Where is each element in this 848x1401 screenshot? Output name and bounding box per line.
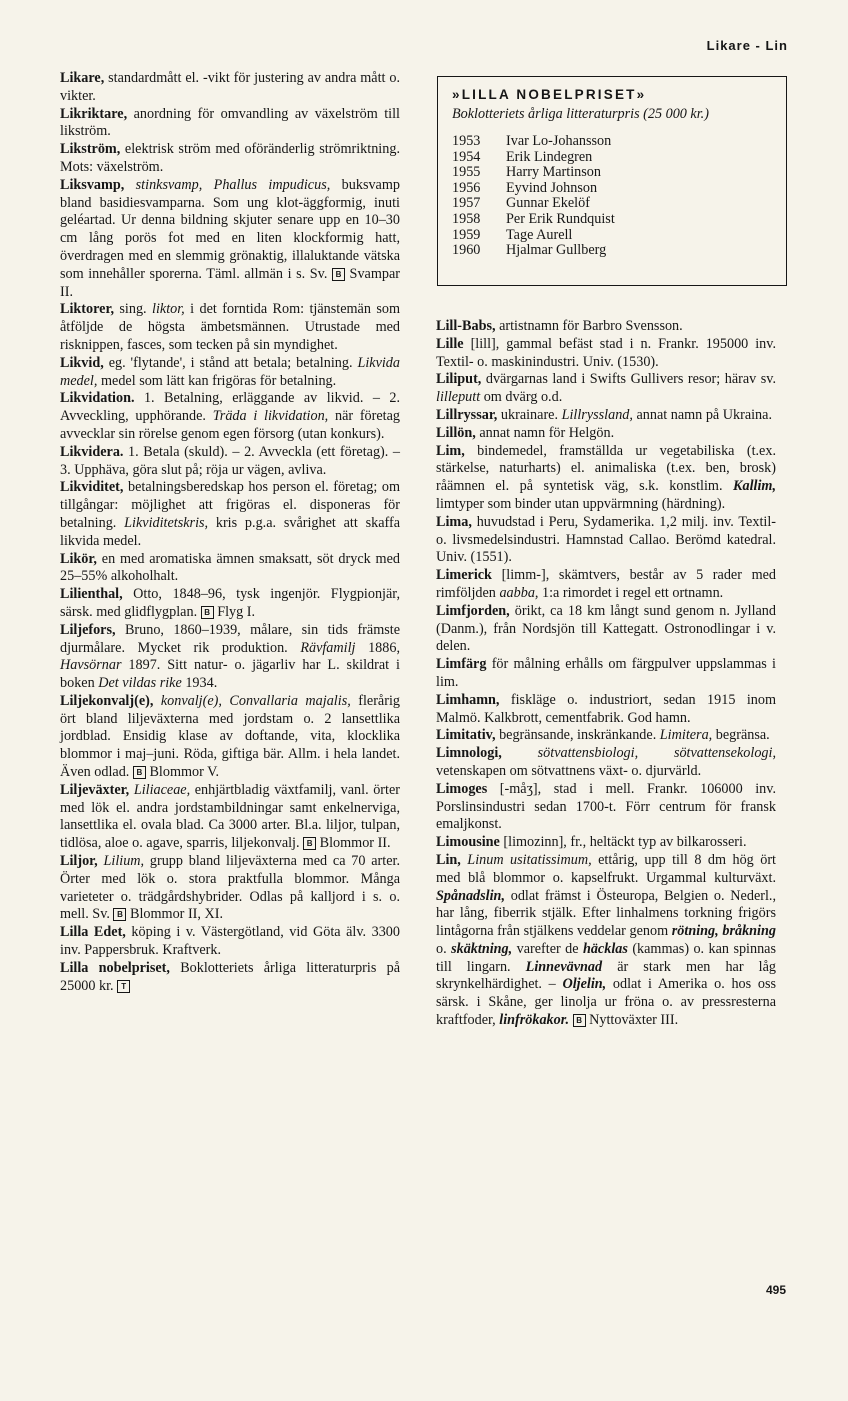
nobel-prize-box	[437, 76, 787, 286]
entry-text: annat namn på Ukraina.	[632, 406, 772, 423]
entry-headword: Liljor,	[60, 853, 98, 870]
winner-row	[452, 134, 772, 150]
entry-text: eg. 'flytande', i stånd att betala; betalning.	[103, 354, 358, 371]
entry-headword: Liljefors,	[60, 621, 116, 638]
dictionary-entry	[60, 70, 400, 106]
entry-text: varefter de	[512, 940, 583, 957]
entry-text: flerårig ört bland liljeväxterna med jordstam o. 2 lansettlika jordblad. Ensidig klase av doftande, vita, klocklika blommor i maj–juni. Röda, giftiga bär. Allm. i hela landet. Även odlad.	[60, 692, 400, 781]
winner-year: 1955	[452, 164, 481, 181]
entry-text: Likviditetskris,	[124, 514, 209, 531]
entry-text: sing.	[114, 301, 153, 318]
entry-text: när företag avvecklar sin rörelse genom egen försorg (utan konkurs).	[60, 408, 400, 442]
entry-text: vetenskapen om sötvattnens växt- o. djurvärld.	[436, 762, 702, 779]
entry-headword: Likström,	[60, 141, 121, 158]
entry-text: annat namn för Helgön.	[475, 424, 615, 441]
entry-headword: Limnologi,	[436, 745, 502, 762]
dictionary-entry	[60, 355, 400, 391]
entry-text: [lill], gammal befäst stad i n. Frankr. 195000 inv. Textil- o. maskinindustri. Univ. (1530).	[436, 335, 776, 370]
entry-text: Linum usitatissimum,	[460, 851, 592, 868]
entry-text: [limozinn], fr., heltäckt typ av bilkarosseri.	[499, 834, 747, 851]
entry-headword: Limhamn,	[436, 691, 500, 708]
entry-headword: Likör,	[60, 550, 97, 567]
dictionary-entry	[60, 479, 400, 550]
entry-headword: Limousine	[436, 834, 500, 851]
page-header-range: Likare - Lin	[706, 38, 788, 53]
entry-headword: Limitativ,	[436, 727, 496, 744]
dictionary-entry	[60, 853, 400, 924]
winner-name: Per Erik Rundquist	[506, 210, 615, 227]
dictionary-entry	[436, 852, 776, 1030]
reference-symbol: B	[133, 766, 146, 779]
dictionary-entry	[436, 727, 776, 745]
entry-text: lilleputt	[436, 389, 481, 406]
dictionary-entry	[436, 443, 776, 514]
reference-symbol: B	[573, 1014, 586, 1027]
entry-text: o.	[436, 940, 452, 957]
entry-text: 1934.	[181, 675, 218, 692]
entry-text: kris p.g.a. svårighet att skaffa likvida medel.	[60, 514, 401, 549]
entry-text: (kammas) o. kan spinnas till lingarn.	[436, 940, 777, 975]
reference-symbol: B	[303, 837, 316, 850]
entry-text: fiskläge o. industriort, sedan 1915 inom Malmö. Kalkbrott, cementfabrik. God hamn.	[436, 691, 776, 726]
winner-row	[452, 243, 772, 259]
entry-text: 1:a rimordet i regel ett ortnamn.	[538, 584, 724, 601]
entry-text: Linnevävnad	[525, 958, 603, 975]
entry-text: Lilium,	[97, 853, 145, 870]
entry-text: Limitera,	[659, 727, 713, 744]
winner-name: Tage Aurell	[506, 226, 573, 243]
entry-text: odlat främst i Östeuropa, Belgien o. Nederl., har lång, fiberrik stjälk. Efter linhalmens torkning frigörs lintågorna från stjälkens veddelar genom	[436, 887, 776, 940]
dictionary-entry	[60, 924, 400, 960]
reference-symbol: T	[117, 980, 130, 993]
winner-row	[452, 150, 772, 166]
entry-headword: Lill-Babs,	[436, 318, 496, 334]
entry-text: Oljelin,	[562, 976, 607, 993]
entry-text: Blommor II, XI.	[126, 906, 224, 923]
dictionary-entry	[60, 551, 400, 587]
entry-headword: Lim,	[436, 442, 465, 459]
entry-text: skäktning,	[451, 940, 513, 957]
entry-text: begränsa.	[712, 727, 770, 744]
entry-text: Träda i likvidation,	[212, 408, 329, 425]
entry-text: 1886,	[355, 639, 401, 656]
winner-row	[452, 228, 772, 244]
dictionary-entry	[436, 371, 776, 407]
entry-text: anordning för omvandling av växelström till likström.	[60, 105, 400, 140]
entry-text: Lillryssland,	[561, 406, 633, 423]
left-column	[60, 70, 400, 995]
entry-text: Det vildas rike	[98, 675, 182, 692]
entry-text: Bruno, 1860–1939, målare, sin tids främste djurmålare. Mycket rik produktion.	[60, 621, 400, 656]
dictionary-entry	[60, 586, 400, 622]
entry-headword: Likare,	[60, 70, 105, 86]
winner-name: Gunnar Ekelöf	[506, 195, 590, 212]
entry-text: limtyper som binder utan uppvärmning (härdning).	[436, 495, 726, 512]
entry-headword: Lin,	[436, 851, 461, 868]
winner-year: 1953	[452, 133, 481, 149]
entry-text: örikt, ca 18 km långt sund genom n. Jylland (Danm.), från Nordsjön till Kattegatt. Ostronodlingar i v. delen.	[436, 602, 776, 655]
entry-text: ukrainare.	[497, 406, 562, 423]
reference-symbol: B	[201, 606, 214, 619]
entry-headword: Lillön,	[436, 424, 476, 441]
entry-text: Havsörnar	[60, 657, 122, 674]
dictionary-entry	[436, 567, 776, 603]
entry-text: Blommor II.	[316, 835, 391, 852]
entry-text: Rävfamilj	[300, 639, 356, 656]
entry-headword: Limfärg	[436, 656, 487, 673]
winner-row	[452, 181, 772, 197]
entry-headword: Lima,	[436, 513, 472, 530]
entry-text: bindemedel, framställda ur vegetabiliska (t.ex. stärkelse, naturharts) el. animaliska (t.ex. ben, brosk) råämnen el. på syntetisk väg, s.k. konstlim.	[436, 442, 776, 495]
dictionary-entry	[60, 622, 400, 693]
entry-text: rötning, bråkning	[671, 923, 776, 940]
entry-text: enhjärtbladig växtfamilj, vanl. örter med lök el. andra jordstambildningar samt enkelnerviga, lansettlika el. ovala blad. Ca 3000 arter. Bl.a. liljor, tulpan, tidlösa, aloe o. agave, sparris, liljekonvalj.	[60, 781, 400, 852]
dictionary-entry	[60, 782, 400, 853]
winner-name: Hjalmar Gullberg	[506, 242, 607, 259]
winner-row	[452, 212, 772, 228]
entry-text: Kallim,	[733, 478, 776, 495]
winner-name: Harry Martinson	[506, 164, 601, 181]
entry-text: odlat i Amerika o. hos oss särsk. i Skåne, ger linolja ur fröna o. av pressresterna kraftfoder,	[436, 976, 777, 1029]
winner-name: Eyvind Johnson	[506, 179, 598, 196]
entry-text: Nyttoväxter III.	[585, 1012, 679, 1029]
entry-headword: Lillryssar,	[436, 406, 498, 423]
entry-headword: Limoges	[436, 780, 488, 797]
dictionary-entry	[436, 745, 776, 781]
entry-text: huvudstad i Peru, Sydamerika. 1,2 milj. inv. Textil- o. livsmedelsindustri. Hamnstad Callao. Berömd katedral. Univ. (1551).	[436, 513, 776, 566]
entry-text: sötvattensbiologi, sötvattensekologi,	[501, 745, 776, 762]
entry-text: för målning erhålls om färgpulver uppslammas i lim.	[436, 656, 776, 690]
entry-headword: Likriktare,	[60, 105, 128, 122]
entry-text: linfrökakor.	[499, 1012, 570, 1029]
dictionary-entry	[60, 960, 400, 996]
entry-text: medel som lätt kan frigöras för betalning.	[97, 372, 337, 389]
entry-headword: Likvidation.	[60, 390, 135, 407]
dictionary-entry	[60, 390, 400, 443]
entry-text: Otto, 1848–96, tysk ingenjör. Flygpionjär, särsk. med glidflygplan.	[60, 586, 400, 620]
entry-text: stinksvamp, Phallus impudicus,	[124, 176, 331, 193]
dictionary-entry	[436, 781, 776, 834]
winner-name: Erik Lindegren	[506, 148, 593, 165]
entry-headword: Likvidera.	[60, 443, 124, 460]
winner-year: 1959	[452, 226, 481, 243]
winner-year: 1954	[452, 148, 481, 165]
entry-text: [limm-], skämtvers, består av 5 rader med rimföljden	[436, 567, 776, 601]
entry-headword: Lilla Edet,	[60, 924, 126, 941]
entry-text: är stark men har låg skrynkelhärdighet. –	[436, 958, 776, 993]
dictionary-entry	[436, 692, 776, 728]
entry-text: [-måʒ], stad i mell. Frankr. 106000 inv. Porslinsindustri sedan 1700-t. Förr centrum för fransk emaljkonst.	[436, 780, 776, 833]
entry-headword: Lilla nobelpriset,	[60, 959, 170, 976]
dictionary-entry	[436, 603, 776, 656]
dictionary-entry	[436, 407, 776, 425]
entry-headword: Likviditet,	[60, 479, 124, 496]
reference-symbol: B	[113, 908, 126, 921]
entry-text: Blommor V.	[145, 764, 220, 781]
box-title: »LILLA NOBELPRISET»	[452, 87, 647, 102]
dictionary-entry	[436, 834, 776, 852]
dictionary-entry	[60, 141, 400, 177]
entry-text: elektrisk ström med oföränderlig strömriktning. Mots: växelström.	[60, 141, 400, 175]
entry-headword: Likvid,	[60, 354, 104, 371]
box-subtitle: Boklotteriets årliga litteraturpris (25 000 kr.)	[452, 106, 709, 122]
winner-name: Ivar Lo-Johansson	[506, 133, 612, 149]
entry-headword: Liljekonvalj(e),	[60, 692, 154, 709]
entry-text: Svampar II.	[60, 265, 400, 300]
entry-text: 1897. Sitt natur- o. jägarliv har L. skildrat i boken	[60, 657, 400, 692]
entry-headword: Limfjorden,	[436, 602, 510, 619]
entry-text: artistnamn för Barbro Svensson.	[495, 318, 683, 334]
entry-text: standardmått el. -vikt för justering av andra mått o. vikter.	[60, 70, 400, 104]
entry-text: liktor,	[152, 301, 185, 318]
entry-text: 1. Betala (skuld). – 2. Avveckla (ett företag). – 3. Upphäva, göra slut på; röja ur vägen, avliva.	[60, 443, 400, 478]
dictionary-entry	[436, 318, 776, 336]
right-column	[436, 318, 776, 1030]
entry-text: Flyg I.	[213, 603, 256, 620]
winner-row	[452, 196, 772, 212]
winners-list	[452, 134, 772, 259]
winner-year: 1960	[452, 242, 481, 259]
entry-text: konvalj(e), Convallaria majalis,	[153, 692, 351, 709]
dictionary-entry	[60, 177, 400, 302]
winner-year: 1958	[452, 210, 481, 227]
dictionary-entry	[436, 425, 776, 443]
entry-text: aabba,	[499, 584, 539, 601]
entry-headword: Liliput,	[436, 371, 482, 388]
entry-headword: Liksvamp,	[60, 176, 125, 193]
dictionary-entry	[436, 656, 776, 692]
dictionary-entry	[60, 444, 400, 480]
entry-headword: Limerick	[436, 567, 492, 584]
entry-text: ettårig, upp till 8 dm hög ört med blå blommor o. kapselfrukt. Urgammal kulturväxt.	[436, 851, 776, 886]
winner-year: 1956	[452, 179, 481, 196]
dictionary-entry	[436, 336, 776, 372]
entry-text: Liliaceae,	[129, 781, 191, 798]
entry-text: betalningsberedskap hos person el. företag; om tillgångar: möjlighet att frigöras el. disponeras för betalning.	[60, 479, 400, 531]
entry-text: om dvärg o.d.	[480, 389, 563, 406]
entry-headword: Lilienthal,	[60, 586, 123, 603]
page-number: 495	[765, 1283, 786, 1297]
winner-year: 1957	[452, 195, 481, 212]
dictionary-entry	[60, 693, 400, 782]
entry-text: 1. Betalning, erläggande av likvid. – 2. Avveckling, upphörande.	[60, 390, 400, 425]
reference-symbol: B	[332, 268, 345, 281]
dictionary-entry	[60, 106, 400, 142]
entry-text: en med aromatiska ämnen smaksatt, söt dryck med 25–55% alkoholhalt.	[60, 550, 400, 585]
entry-text: begränsande, inskränkande.	[495, 727, 660, 744]
entry-text: i det forntida Rom: tjänstemän som åtföljde de högsta ämbetsmännen. Utrustade med risknippen, fasces, som tecken på sin myndighet.	[60, 301, 400, 353]
entry-text: Likvida medel,	[60, 354, 400, 389]
entry-text: dvärgarnas land i Swifts Gullivers resor; härav sv.	[481, 371, 776, 388]
dictionary-entry	[436, 514, 776, 567]
entry-headword: Liktorer,	[60, 301, 114, 318]
entry-headword: Liljeväxter,	[60, 781, 130, 798]
dictionary-entry	[60, 301, 400, 354]
entry-text: Spånadslin,	[436, 887, 505, 904]
entry-headword: Lille	[436, 335, 464, 352]
entry-text: grupp bland liljeväxterna med ca 70 arter. Örter med lök o. stora praktfulla blommor. Många varieteter o. trädgårdshybrider. Odlas på kalljord i s. o. mell. Sv.	[60, 853, 401, 923]
entry-text: buksvamp bland basidiesvamparna. Som ung klot-äggformig, inuti geléartad. Ur denna bildning skjuter senare upp en 10–30 cm lång porös fot med en liten klockformig hatt, överdragen med en slemmig grönaktig, illaluktande vätska som innehåller sporerna. Täml. allmän i s. Sv.	[60, 176, 400, 282]
entry-text: Boklotteriets årliga litteraturpris på 25000 kr.	[60, 959, 400, 994]
entry-text: häcklas	[582, 940, 628, 957]
entry-text: köping i v. Västergötland, vid Göta älv. 3300 inv. Pappersbruk. Kraftverk.	[60, 924, 400, 959]
winner-row	[452, 165, 772, 181]
